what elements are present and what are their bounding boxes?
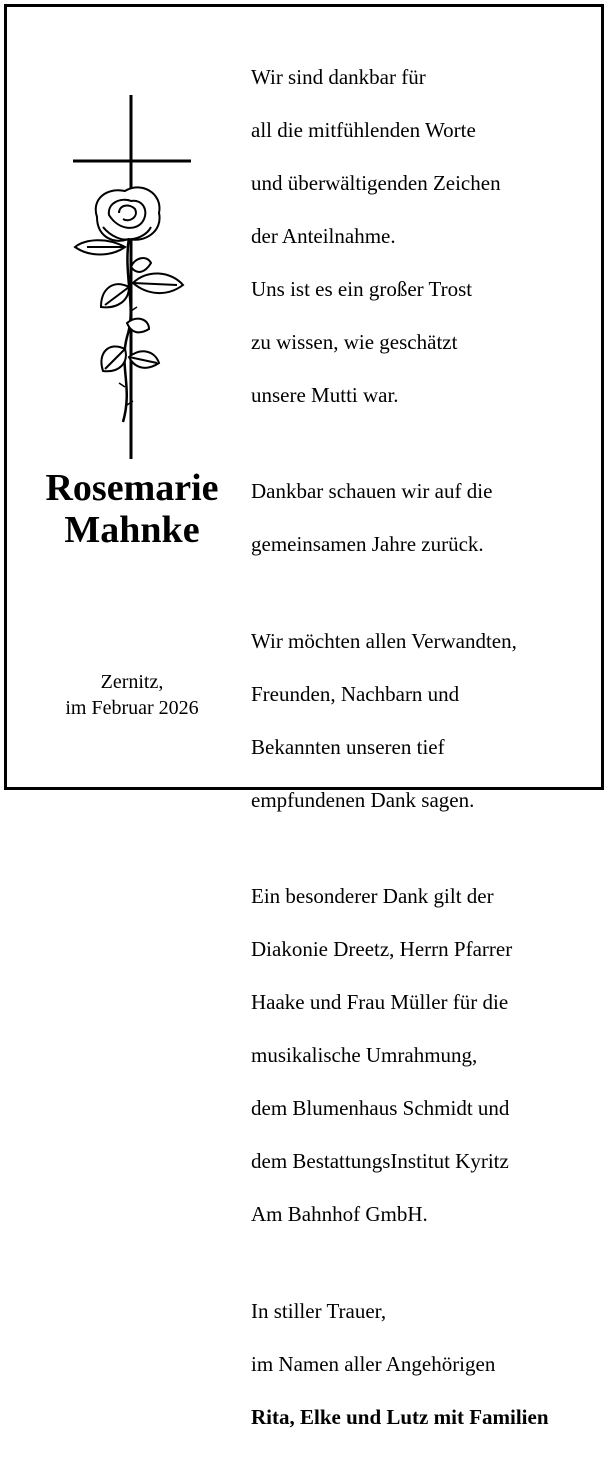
paragraph-gratitude: [251, 37, 601, 435]
signature: Rita, Elke und Lutz mit Familien: [251, 1404, 549, 1429]
text-line: zu wissen, wie geschätzt: [251, 329, 458, 354]
text-line: Dankbar schauen wir auf die: [251, 479, 493, 503]
paragraph-special-thanks: [251, 857, 601, 1255]
place-date: [7, 669, 257, 721]
text-line: Freunden, Nachbarn und: [251, 681, 460, 706]
text-line: empfundenen Dank sagen.: [251, 787, 475, 812]
text-line: Ein besonderer Dank gilt der: [251, 884, 494, 908]
deceased-last-name: Mahnke: [64, 509, 200, 551]
date-label: im Februar 2026: [65, 697, 199, 719]
deceased-name: [7, 467, 257, 551]
closing: [251, 1271, 601, 1457]
text-line: Uns ist es ein großer Trost: [251, 276, 473, 301]
paragraph-thanks: [251, 601, 601, 840]
text-line: Wir sind dankbar für: [251, 64, 426, 89]
left-column: [7, 7, 257, 787]
text-line: dem BestattungsInstitut Kyritz: [251, 1149, 509, 1173]
notice-frame: [4, 4, 604, 1429]
paragraph-memories: [251, 452, 601, 585]
message-column: [251, 37, 601, 1474]
place-label: Zernitz,: [100, 671, 164, 693]
deceased-first-name: Rosemarie: [45, 467, 219, 509]
text-line: musikalische Umrahmung,: [251, 1043, 478, 1067]
text-line: dem Blumenhaus Schmidt und: [251, 1096, 510, 1120]
text-line: all die mitfühlenden Worte: [251, 117, 476, 142]
text-line: Am Bahnhof GmbH.: [251, 1202, 428, 1226]
text-line: gemeinsamen Jahre zurück.: [251, 532, 484, 556]
text-line: der Anteilnahme.: [251, 223, 396, 248]
text-line: Diakonie Dreetz, Herrn Pfarrer: [251, 937, 513, 961]
text-line: Bekannten unseren tief: [251, 734, 445, 759]
cross-with-rose-icon: [67, 87, 199, 459]
text-line: und überwältigenden Zeichen: [251, 170, 501, 195]
closing-line: In stiller Trauer,: [251, 1298, 387, 1323]
text-line: Wir möchten allen Verwandten,: [251, 628, 517, 653]
text-line: unsere Mutti war.: [251, 382, 399, 407]
closing-line: im Namen aller Angehörigen: [251, 1351, 496, 1376]
text-line: Haake und Frau Müller für die: [251, 990, 509, 1014]
